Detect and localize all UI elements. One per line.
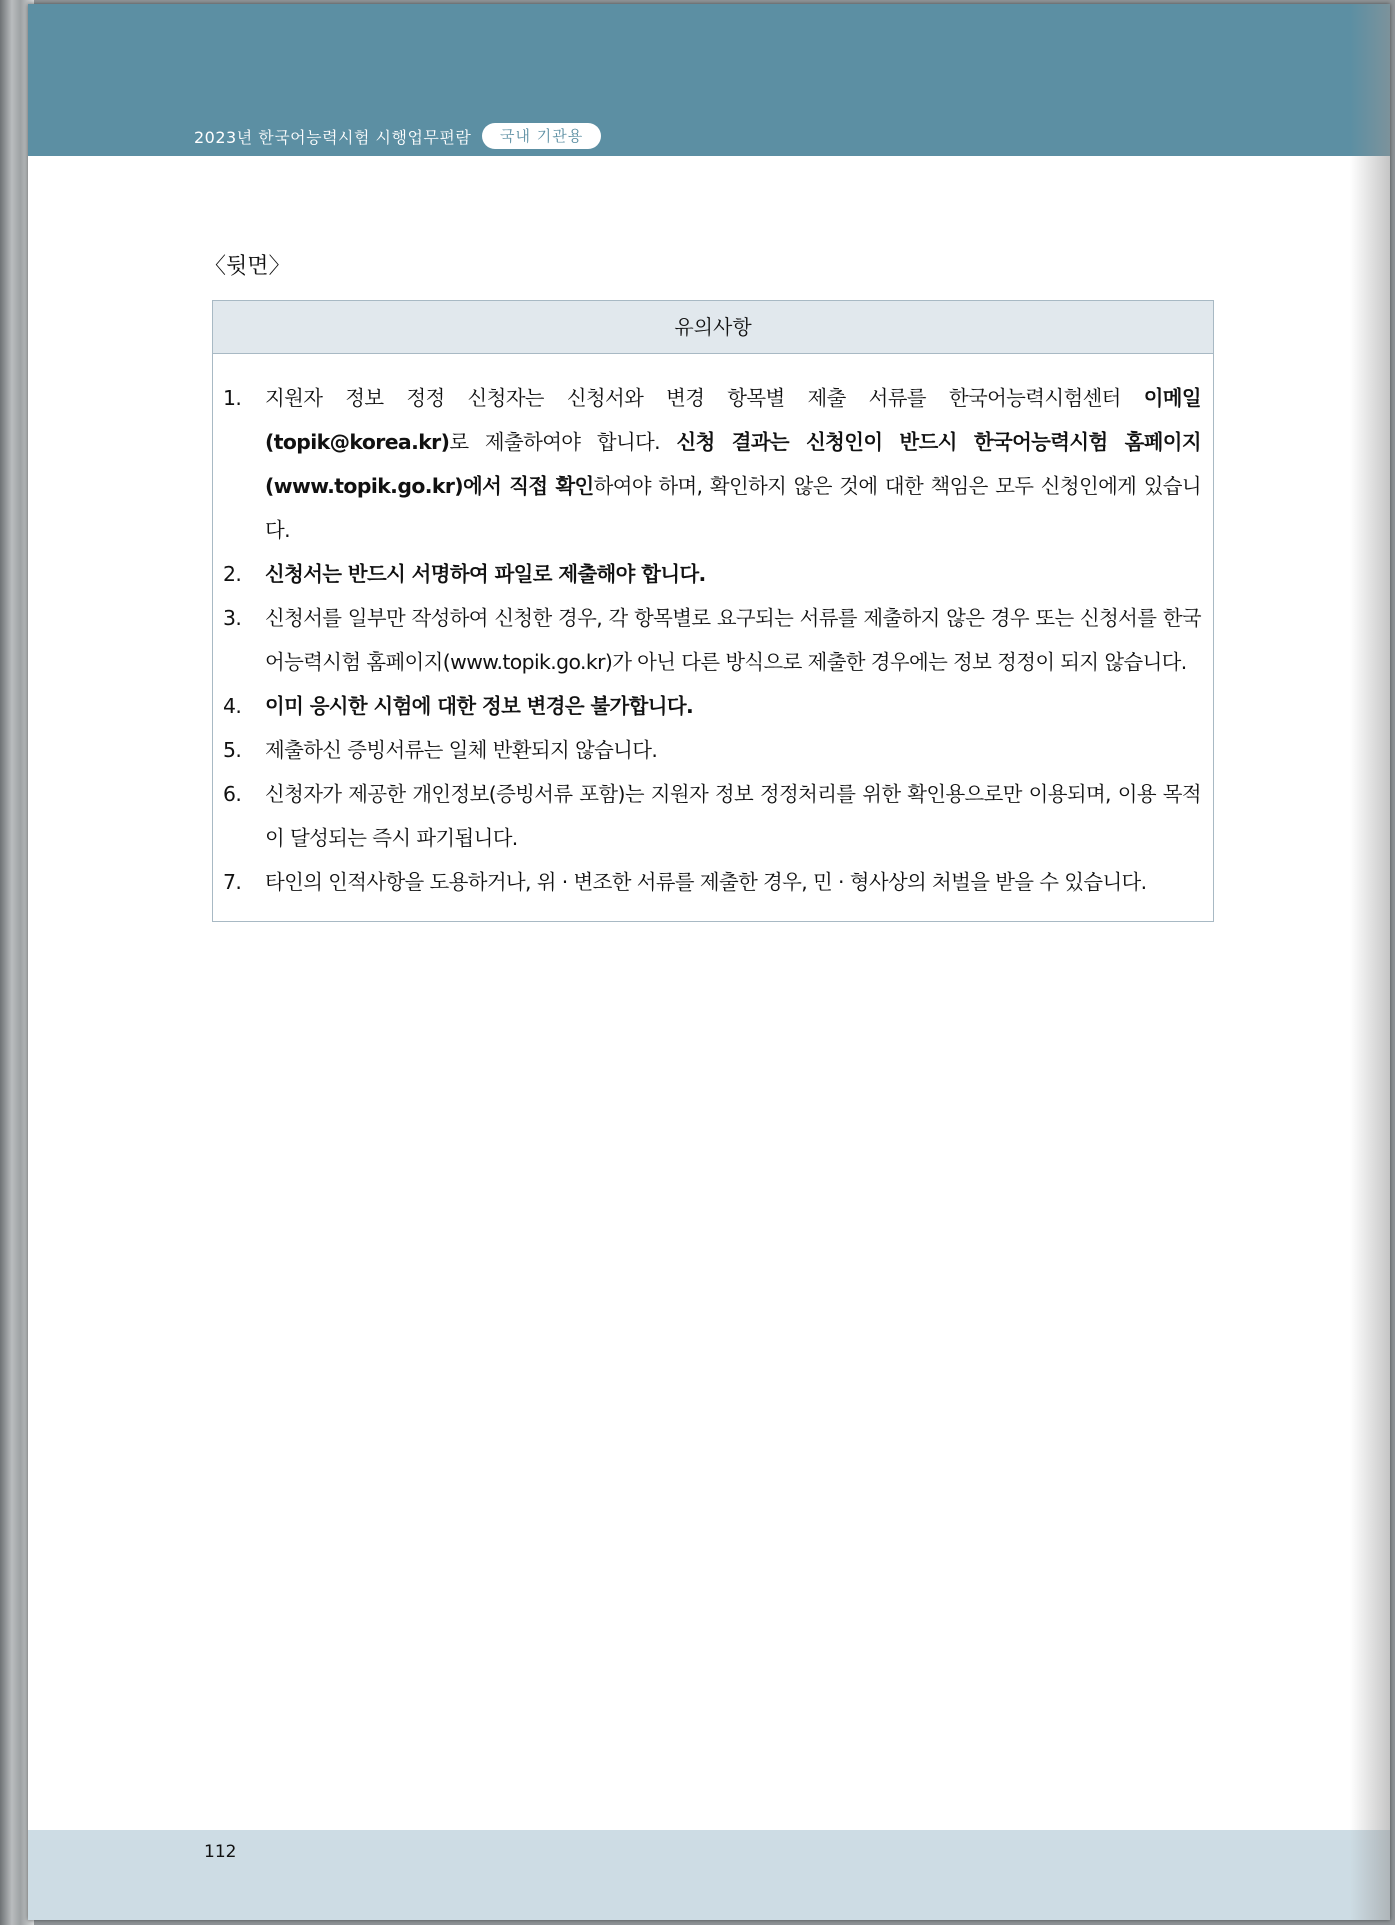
item-number: 4. <box>223 694 242 718</box>
page-number: 112 <box>204 1842 237 1862</box>
notice-item-5 <box>223 728 1201 772</box>
notice-item-7 <box>223 860 1201 904</box>
notice-item-3 <box>223 596 1201 684</box>
item-text: 지원자 정보 정정 신청자는 신청서와 변경 항목별 제출 서류를 한국어능력시험센터 <box>265 386 1144 410</box>
notice-item-2 <box>223 552 1201 596</box>
header-band <box>28 4 1390 156</box>
item-text: 로 제출하여야 합니다. <box>449 430 677 454</box>
item-number: 5. <box>223 738 242 762</box>
item-text: 하여야 하며, 확인하지 않은 것에 대한 책임은 모두 신청인에게 있습니다. <box>265 474 1201 542</box>
notice-title: 유의사항 <box>213 301 1213 354</box>
item-text: 신청자가 제공한 개인정보(증빙서류 포함)는 지원자 정보 정정처리를 위한 확인용으로만 이용되며, 이용 목적이 달성되는 즉시 파기됩니다. <box>265 782 1201 850</box>
notice-list <box>213 354 1213 904</box>
item-text-bold: 이미 응시한 시험에 대한 정보 변경은 불가합니다. <box>265 694 694 718</box>
item-text-bold: 신청서는 반드시 서명하여 파일로 제출해야 합니다. <box>265 562 706 586</box>
section-label: 〈뒷면〉 <box>204 254 291 279</box>
notice-item-6 <box>223 772 1201 860</box>
notice-item-4 <box>223 684 1201 728</box>
notice-box <box>212 300 1214 922</box>
item-text: 신청서를 일부만 작성하여 신청한 경우, 각 항목별로 요구되는 서류를 제출하지 않은 경우 또는 신청서를 한국어능력시험 홈페이지(www.topik.go.kr)가 아닌 다른 방식으로 제출한 경우에는 정보 정정이 되지 않습니다. <box>265 606 1201 674</box>
item-text: 제출하신 증빙서류는 일체 반환되지 않습니다. <box>265 738 658 762</box>
item-number: 7. <box>223 870 242 894</box>
item-number: 6. <box>223 782 242 806</box>
running-header-title: 2023년 한국어능력시험 시행업무편람 <box>194 128 472 147</box>
item-number: 2. <box>223 562 242 586</box>
running-header-badge: 국내 기관용 <box>482 123 601 149</box>
item-text-bold: 신청 결과는 신청인이 반드시 한국어능력시험 홈페이지 (www.topik.go.kr)에서 직접 확인 <box>265 430 1202 498</box>
item-text-bold: 이메일 (topik@korea.kr) <box>265 386 1201 454</box>
document-page <box>28 4 1390 1920</box>
notice-item-1 <box>223 376 1201 552</box>
item-text: 타인의 인적사항을 도용하거나, 위 · 변조한 서류를 제출한 경우, 민 · 형사상의 처벌을 받을 수 있습니다. <box>265 870 1147 894</box>
item-number: 3. <box>223 606 242 630</box>
page-curl-shade <box>1350 4 1390 1920</box>
item-number: 1. <box>223 386 242 410</box>
